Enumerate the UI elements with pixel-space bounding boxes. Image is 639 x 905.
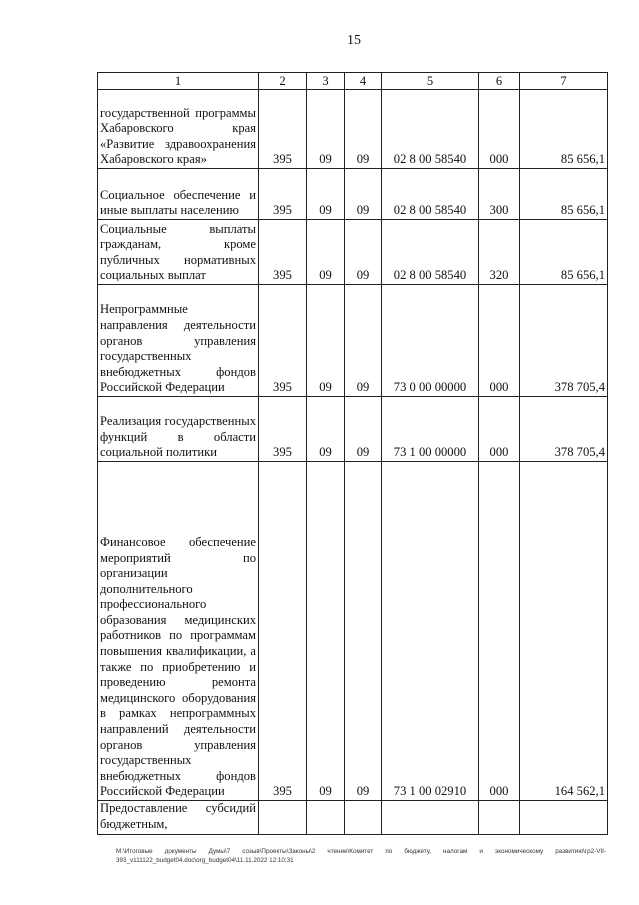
cell-subsection: 09	[345, 90, 382, 169]
row-name: Реализация государственных функций в области социальной политики	[98, 397, 259, 462]
cell-expense-type: 320	[479, 220, 520, 285]
cell-section	[307, 801, 345, 835]
cell-expense-type: 000	[479, 285, 520, 397]
cell-code: 395	[259, 462, 307, 801]
row-name: Предоставление субсидий бюджетным,	[98, 801, 259, 835]
header-cell: 7	[520, 73, 608, 90]
table-row	[98, 285, 608, 397]
row-name: Финансовое обеспечение мероприятий по организации дополнительного профессионального образования медицинских работников по программам повышения квалификации, а также по приобретению и проведению ремонта медицинского оборудования в рамках непрограммных направлений деятельности органов управления государственных внебюджетных фондов Российской Федерации	[98, 462, 259, 801]
table-row	[98, 90, 608, 169]
row-name: Социальные выплаты гражданам, кроме публичных нормативных социальных выплат	[98, 220, 259, 285]
cell-section: 09	[307, 397, 345, 462]
table-row	[98, 169, 608, 220]
header-cell: 5	[382, 73, 479, 90]
cell-target-article: 02 8 00 58540	[382, 220, 479, 285]
cell-target-article: 73 1 00 02910	[382, 462, 479, 801]
cell-section: 09	[307, 169, 345, 220]
cell-amount: 85 656,1	[520, 90, 608, 169]
cell-subsection: 09	[345, 397, 382, 462]
header-cell: 3	[307, 73, 345, 90]
cell-expense-type: 000	[479, 90, 520, 169]
cell-subsection: 09	[345, 285, 382, 397]
cell-section: 09	[307, 285, 345, 397]
table-row	[98, 801, 608, 835]
cell-target-article: 02 8 00 58540	[382, 169, 479, 220]
header-cell: 1	[98, 73, 259, 90]
table-header-row	[98, 73, 608, 90]
table-row	[98, 462, 608, 801]
cell-subsection: 09	[345, 220, 382, 285]
cell-expense-type: 000	[479, 462, 520, 801]
cell-expense-type	[479, 801, 520, 835]
cell-section: 09	[307, 90, 345, 169]
budget-table	[97, 72, 608, 835]
cell-code	[259, 801, 307, 835]
row-name: государственной программы Хабаровского края «Развитие здравоохранения Хабаровского края»	[98, 90, 259, 169]
cell-amount: 85 656,1	[520, 169, 608, 220]
page-number: 15	[347, 33, 361, 48]
cell-expense-type: 300	[479, 169, 520, 220]
cell-amount: 378 705,4	[520, 285, 608, 397]
cell-section: 09	[307, 220, 345, 285]
cell-amount: 378 705,4	[520, 397, 608, 462]
cell-target-article: 73 0 00 00000	[382, 285, 479, 397]
row-name: Непрограммные направления деятельности органов управления государственных внебюджетных фондов Российской Федерации	[98, 285, 259, 397]
header-cell: 4	[345, 73, 382, 90]
cell-subsection: 09	[345, 462, 382, 801]
cell-subsection: 09	[345, 169, 382, 220]
cell-target-article: 73 1 00 00000	[382, 397, 479, 462]
document-path-footer: М:\Итоговые документы Думы\7 созыв\Проекты\Законы\2 чтение\Комитет по бюджету, налогам и экономическому развитию\гр2-VII-393_v111122_budget04.doc\org_budget04\11.11.2022 12:10:31	[116, 848, 606, 864]
cell-target-article: 02 8 00 58540	[382, 90, 479, 169]
cell-code: 395	[259, 169, 307, 220]
cell-subsection	[345, 801, 382, 835]
row-name: Социальное обеспечение и иные выплаты населению	[98, 169, 259, 220]
table-row	[98, 397, 608, 462]
cell-amount: 85 656,1	[520, 220, 608, 285]
cell-section: 09	[307, 462, 345, 801]
cell-amount	[520, 801, 608, 835]
cell-code: 395	[259, 285, 307, 397]
header-cell: 2	[259, 73, 307, 90]
cell-code: 395	[259, 90, 307, 169]
cell-target-article	[382, 801, 479, 835]
table-row	[98, 220, 608, 285]
header-cell: 6	[479, 73, 520, 90]
cell-code: 395	[259, 397, 307, 462]
cell-amount: 164 562,1	[520, 462, 608, 801]
cell-expense-type: 000	[479, 397, 520, 462]
cell-code: 395	[259, 220, 307, 285]
